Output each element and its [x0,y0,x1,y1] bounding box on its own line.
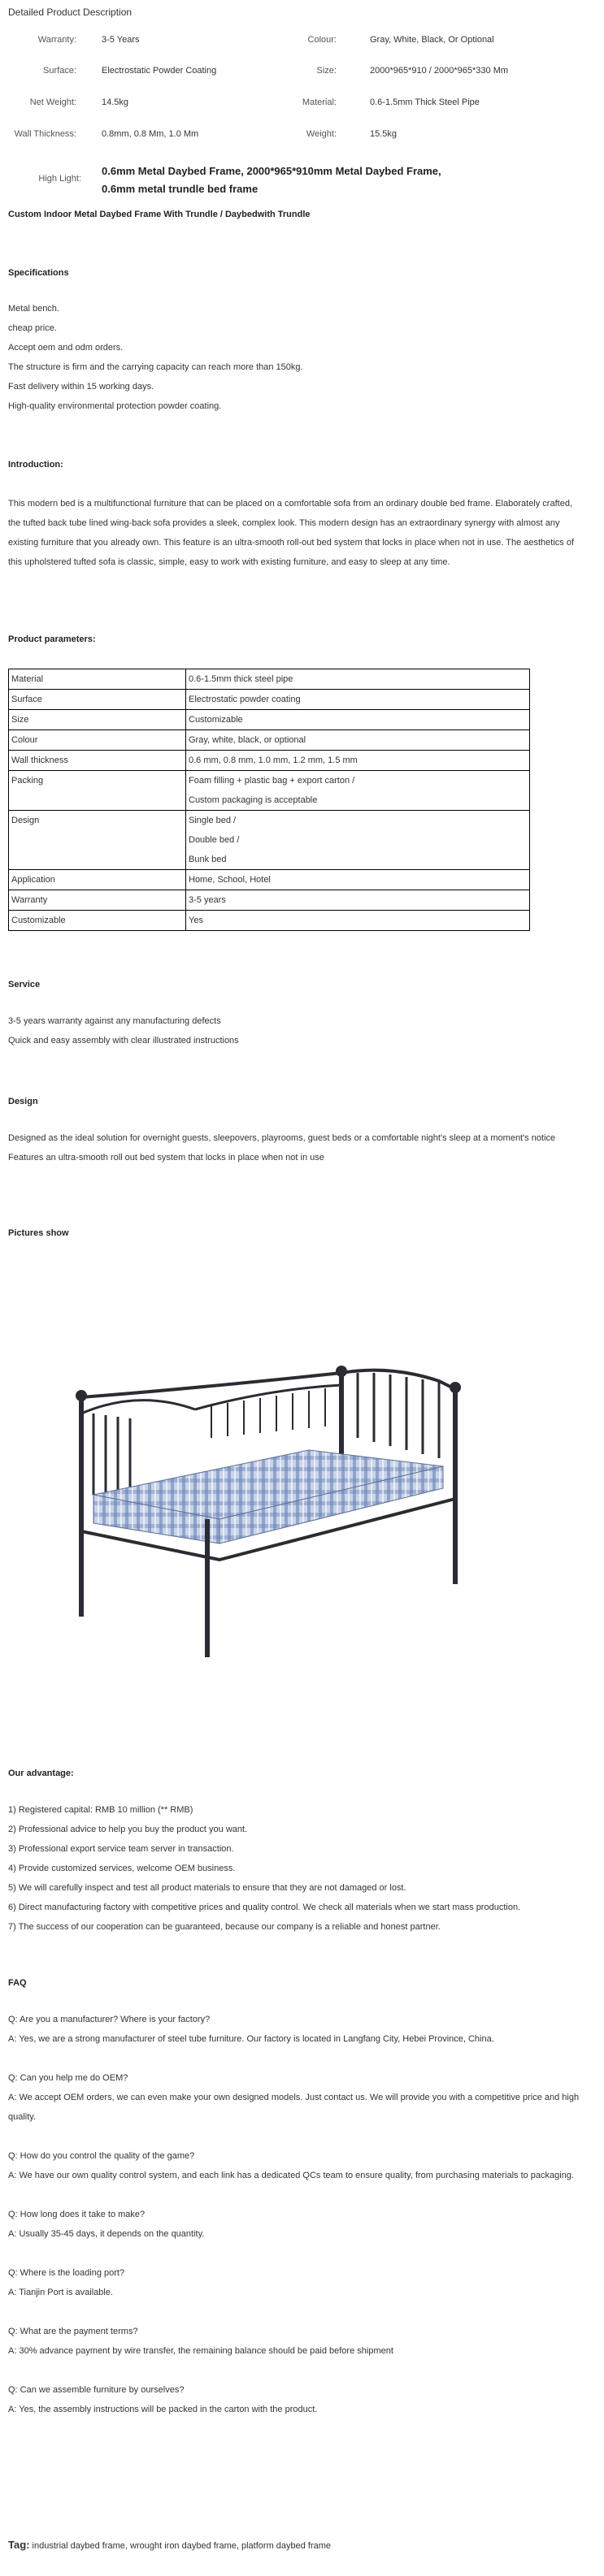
param-value-line: Single bed / [189,816,237,825]
product-title: Custom Indoor Metal Daybed Frame With Trundle / Daybedwith Trundle [8,210,311,219]
param-value-line: 0.6-1.5mm thick steel pipe [189,674,293,684]
table-row [9,730,530,751]
table-row [9,690,530,710]
tag-link[interactable]: industrial daybed frame [32,2541,125,2551]
service-heading: Service [8,980,41,989]
list-item: Quick and easy assembly with clear illustrated instructions [8,1036,239,1046]
introduction-heading: Introduction: [8,460,63,470]
table-row [9,811,530,870]
faq-answer: A: Usually 35-45 days, it depends on the quantity. [8,2229,205,2239]
param-value-line: 3-5 years [189,895,226,905]
faq-answer: A: Yes, we are a strong manufacturer of steel tube furniture. Our factory is located in Langfang City, Hebei Province, China. [8,2034,494,2044]
param-key: Design [9,811,186,870]
highlight-label: High Light: [38,174,81,184]
faq-answer: A: Yes, the assembly instructions will be packed in the carton with the product. [8,2405,318,2414]
table-row [9,669,530,690]
spec-label: Surface: [43,66,76,76]
list-item: 6) Direct manufacturing factory with competitive prices and quality control. We check all materials when we start mass production. [8,1903,521,1912]
param-value-line: Gray, white, black, or optional [189,735,306,745]
faq-item [8,2010,585,2049]
faq-question: Q: Can we assemble furniture by ourselves? [8,2385,185,2395]
faq-item [8,2068,585,2127]
table-row [9,890,530,911]
param-value [186,870,530,890]
faq-answer: A: Tianjin Port is available. [8,2288,114,2297]
param-value [186,710,530,730]
spec-value: Electrostatic Powder Coating [102,66,217,76]
table-row [9,771,530,811]
param-key: Packing [9,771,186,811]
spec-value: 15.5kg [370,129,398,139]
advantage-heading: Our advantage: [8,1769,74,1778]
faq-answer: A: We have our own quality control system, and each link has a dedicated QCs team to ensure quality, from purchasing materials to packaging. [8,2171,575,2180]
spec-label: Wall Thickness: [14,129,76,139]
tag-link[interactable]: wrought iron daybed frame [130,2541,237,2551]
spec-label: Weight: [306,129,337,139]
faq-question: Q: Can you help me do OEM? [8,2073,128,2083]
param-value [186,911,530,931]
parameters-table [8,669,530,931]
param-value-line: Custom packaging is acceptable [189,795,318,805]
list-item: 1) Registered capital: RMB 10 million (** RMB) [8,1805,193,1815]
faq-list [8,2010,585,2419]
list-item: 3) Professional export service team server in transaction. [8,1844,234,1854]
introduction-text: This modern bed is a multifunctional furniture that can be placed on a comfortable sofa from an ordinary double bed frame. Elaborately crafted, the tufted back tube lined wing-back sofa provides a sleek, complex look. This modern design has an extraordinary synergy with almost any existing furniture that you already own. This feature is an ultra-smooth roll-out bed system that locks in place when not in use. The aesthetics of this upholstered tufted sofa is classic, simple, easy to work with existing furniture, and easy to sleep at any time. [8,499,575,567]
param-value [186,751,530,771]
faq-item [8,2146,585,2185]
param-value [186,771,530,811]
highlight-line: 0.6mm metal trundle bed frame [102,183,259,195]
spec-value: Gray, White, Black, Or Optional [370,35,494,45]
spec-value: 2000*965*910 / 2000*965*330 Mm [370,66,509,76]
spec-label: Colour: [307,35,337,45]
faq-question: Q: How do you control the quality of the game? [8,2151,195,2161]
param-key: Colour [9,730,186,751]
spec-label: Material: [302,97,337,107]
param-value [186,669,530,690]
spec-label: Size: [316,66,337,76]
param-key: Surface [9,690,186,710]
list-item: cheap price. [8,323,57,333]
param-value-line: Home, School, Hotel [189,875,271,885]
specifications-list [8,299,593,416]
parameters-heading: Product parameters: [8,634,96,644]
advantage-list [8,1800,593,1937]
spec-label: Warranty: [37,35,76,45]
spec-label: Net Weight: [29,97,76,107]
list-item: Metal bench. [8,304,59,314]
list-item: 5) We will carefully inspect and test all product materials to ensure that they are not damaged or lost. [8,1883,406,1893]
spec-value: 0.8mm, 0.8 Mm, 1.0 Mm [102,129,199,139]
highlight-line: 0.6mm Metal Daybed Frame, 2000*965*910mm Metal Daybed Frame, [102,165,441,177]
param-value-line: Customizable [189,715,243,725]
faq-item [8,2205,585,2244]
service-list [8,1011,593,1050]
list-item: Features an ultra-smooth roll out bed system that locks in place when not in use [8,1153,324,1162]
param-value-line: Bunk bed [189,855,227,864]
faq-question: Q: What are the payment terms? [8,2327,138,2336]
faq-question: Q: Where is the loading port? [8,2268,125,2278]
faq-item [8,2263,585,2302]
spec-value: 3-5 Years [102,35,140,45]
list-item: Designed as the ideal solution for overnight guests, sleepovers, playrooms, guest beds or a comfortable night's sleep at a moment's notice [8,1133,556,1143]
table-row [9,751,530,771]
faq-item [8,2322,585,2361]
daybed-illustration [0,1251,604,1730]
param-key: Wall thickness [9,751,186,771]
page-header: Detailed Product Description [8,6,133,18]
faq-item [8,2380,585,2419]
param-value [186,730,530,751]
param-key: Warranty [9,890,186,911]
list-item: The structure is firm and the carrying capacity can reach more than 150kg. [8,362,303,372]
table-row [9,710,530,730]
specifications-heading: Specifications [8,268,69,278]
faq-question: Q: How long does it take to make? [8,2210,146,2219]
list-item: 3-5 years warranty against any manufacturing defects [8,1016,221,1026]
faq-heading: FAQ [8,1978,27,1988]
param-value [186,890,530,911]
param-value [186,690,530,710]
tag-link[interactable]: platform daybed frame [241,2541,332,2551]
param-key: Size [9,710,186,730]
param-value-line: Yes [189,916,203,925]
tag-bar: Tag: industrial daybed frame, wrought iron daybed frame, platform daybed frame [8,2539,332,2551]
spec-value: 14.5kg [102,97,129,107]
faq-answer: A: 30% advance payment by wire transfer, the remaining balance should be paid before shipment [8,2346,393,2356]
faq-question: Q: Are you a manufacturer? Where is your factory? [8,2015,211,2024]
table-row [9,870,530,890]
spec-value: 0.6-1.5mm Thick Steel Pipe [370,97,480,107]
param-key: Customizable [9,911,186,931]
param-key: Application [9,870,186,890]
table-row [9,911,530,931]
design-heading: Design [8,1097,38,1106]
daybed-product-image [0,1251,604,1730]
list-item: 4) Provide customized services, welcome OEM business. [8,1864,236,1873]
highlight-value [102,162,524,198]
list-item: Accept oem and odm orders. [8,343,124,353]
param-value-line: 0.6 mm, 0.8 mm, 1.0 mm, 1.2 mm, 1.5 mm [189,755,358,765]
pictures-heading: Pictures show [8,1228,69,1238]
list-item: Fast delivery within 15 working days. [8,382,154,392]
design-list [8,1128,585,1167]
param-value-line: Electrostatic powder coating [189,695,301,704]
list-item: High-quality environmental protection powder coating. [8,401,222,411]
param-value-line: Double bed / [189,835,240,845]
param-key: Material [9,669,186,690]
list-item: 7) The success of our cooperation can be guaranteed, because our company is a reliable and honest partner. [8,1922,441,1932]
list-item: 2) Professional advice to help you buy the product you want. [8,1825,248,1834]
faq-answer: A: We accept OEM orders, we can even make your own designed models. Just contact us. We will provide you with a competitive price and high quality. [8,2093,580,2122]
param-value [186,811,530,870]
param-value-line: Foam filling + plastic bag + export carton / [189,776,355,786]
tag-label: Tag: [8,2539,30,2551]
